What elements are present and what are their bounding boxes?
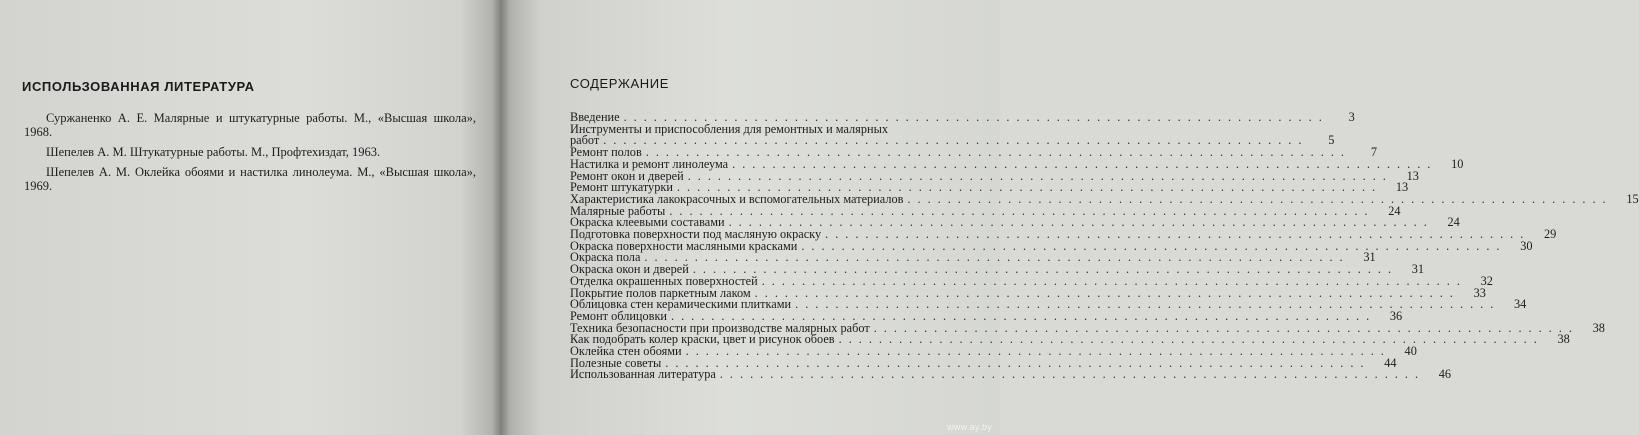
toc-entry-page: 32 [1480, 273, 1493, 288]
bibliography-entry: Шепелев А. М. Штукатурные работы. М., Профтехиздат, 1963. [46, 145, 381, 159]
toc-entry-title: Полезные советы [570, 355, 662, 370]
toc-entry-page: 7 [1370, 145, 1377, 160]
toc-entry-page: 15 [1626, 191, 1639, 206]
toc-entry-title: Характеристика лакокрасочных и вспомогательных материалов [570, 191, 904, 206]
toc-entry-title: Окраска пола [570, 250, 641, 265]
bibliography-entry: Суржаненко А. Е. Малярные и штукатурные работы. М., «Высшая школа», 1968. [24, 111, 476, 139]
toc-entry-title: Ремонт облицовки [570, 308, 667, 323]
toc-entry-title: Как подобрать колер краски, цвет и рисунок обоев [570, 332, 835, 347]
toc-entry-title: Инструменты и приспособления для ремонтных и малярных [570, 121, 888, 136]
bibliography-title: ИСПОЛЬЗОВАННАЯ ЛИТЕРАТУРА [22, 79, 255, 94]
toc-leader-dots [716, 369, 1425, 381]
toc-entry-page: 10 [1451, 156, 1464, 171]
left-page [0, 0, 500, 435]
toc-entry-page: 13 [1395, 180, 1409, 195]
toc-entry-title: Оклейка стен обоями [570, 344, 682, 359]
toc-entry-title: Окраска окон и дверей [570, 262, 689, 277]
toc-entry-title: Малярные работы [570, 203, 666, 218]
toc-entry-page: 31 [1411, 262, 1425, 277]
toc-entry-page: 38 [1557, 332, 1570, 347]
toc-entry-page: 30 [1520, 238, 1533, 253]
contents-title: СОДЕРЖАНИЕ [570, 76, 670, 91]
toc-entry-title: Подготовка поверхности под масляную окраску [570, 227, 822, 242]
toc-entry [570, 367, 1452, 382]
toc-entry-title: Ремонт полов [570, 145, 642, 160]
toc-entry-title: Настилка и ремонт линолеума [570, 156, 729, 171]
toc-entry-page: 3 [1348, 110, 1355, 124]
toc-entry-title: Окраска поверхности масляными красками [570, 238, 798, 253]
toc-entry-page: 33 [1473, 285, 1486, 300]
bibliography-entry: Шепелев А. М. Оклейка обоями и настилка линолеума. М., «Высшая школа», 1969. [24, 165, 476, 193]
toc-entry-page: 29 [1544, 227, 1557, 242]
toc-entry-page: 46 [1438, 367, 1452, 382]
toc-entry-title: Ремонт штукатурки [570, 180, 673, 195]
toc-entry-page: 13 [1406, 168, 1419, 183]
toc-entry-page: 44 [1384, 355, 1397, 370]
toc-entry-page: 36 [1389, 308, 1403, 323]
toc-entry-title: Ремонт окон и дверей [570, 168, 684, 183]
toc-entry-page: 24 [1388, 203, 1401, 218]
toc-entry-page: 31 [1363, 250, 1376, 265]
bibliography-list [24, 111, 476, 199]
book-gutter [492, 0, 510, 435]
toc-entry-title: Техника безопасности при производстве малярных работ [570, 320, 870, 335]
toc-entry-page: 38 [1592, 320, 1605, 335]
table-of-contents [570, 110, 1639, 382]
site-watermark: www.ay.by [946, 422, 992, 432]
toc-entry-page: 40 [1404, 344, 1417, 359]
toc-entry-title: Окраска клеевыми составами [570, 215, 725, 230]
toc-entry-title: Использованная литература [570, 367, 716, 382]
toc-entry-page: 34 [1514, 297, 1527, 312]
toc-entry-page: 5 [1328, 133, 1335, 148]
toc-entry-title: Покрытие полов паркетным лаком [570, 285, 751, 300]
toc-entry-title: работ [570, 133, 600, 148]
toc-entry-page: 24 [1447, 215, 1460, 230]
toc-entry-title: Облицовка стен керамическими плитками [570, 297, 792, 312]
toc-entry-title: Введение [570, 110, 620, 124]
toc-entry-title: Отделка окрашенных поверхностей [570, 273, 758, 288]
